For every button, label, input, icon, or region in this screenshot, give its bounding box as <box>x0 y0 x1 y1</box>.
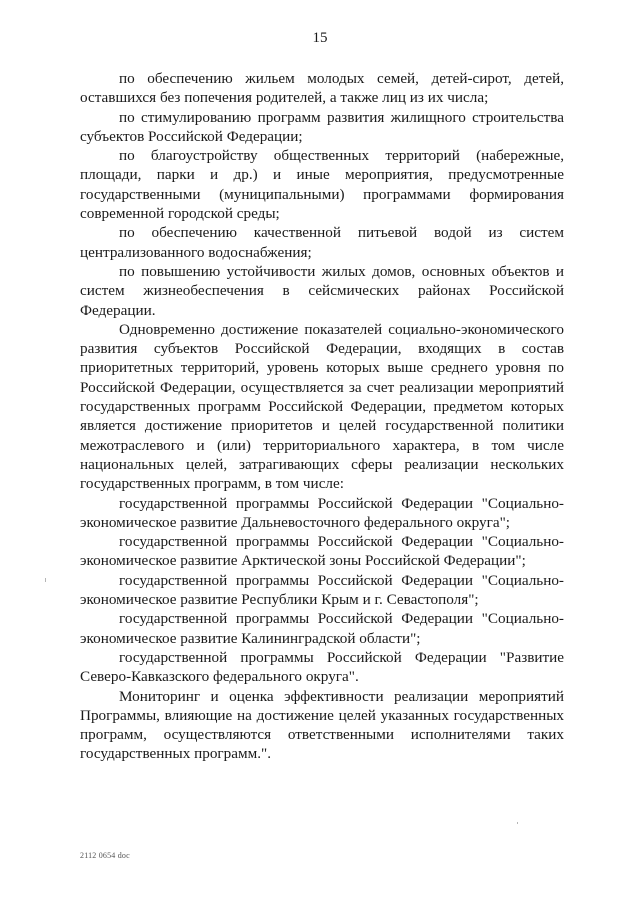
program-kaliningrad: государственной программы Российской Федерации "Социально-экономическое развитие Калининградской области"; <box>80 610 564 647</box>
paragraph-housing-construction: по стимулированию программ развития жилищного строительства субъектов Российской Федерации; <box>80 108 564 145</box>
paragraph-seismic-stability: по повышению устойчивости жилых домов, основных объектов и систем жизнеобеспечения в сейсмических районах Российской Федерации. <box>80 262 564 319</box>
program-arctic-zone: государственной программы Российской Федерации "Социально-экономическое развитие Арктической зоны Российской Федерации"; <box>80 533 564 570</box>
paragraph-public-spaces: по благоустройству общественных территорий (набережные, площади, парки и др.) и иные мероприятия, предусмотренные государственными (муниципальными) программами формирования современной городской среды; <box>80 147 564 223</box>
document-body <box>80 69 564 764</box>
paragraph-monitoring: Мониторинг и оценка эффективности реализации мероприятий Программы, влияющие на достижение целей указанных государственных программ, осуществляются ответственными исполнителями таких государственных программ.". <box>80 687 564 763</box>
paragraph-housing-young-families: по обеспечению жильем молодых семей, детей-сирот, детей, оставшихся без попечения родителей, а также лиц из их числа; <box>80 70 564 107</box>
scan-artifact-left <box>45 578 46 582</box>
page-number: 15 <box>312 30 328 46</box>
program-north-caucasus: государственной программы Российской Федерации "Развитие Северо-Кавказского федерального округа". <box>80 648 564 686</box>
scan-artifact-right <box>517 822 518 824</box>
program-crimea-sevastopol: государственной программы Российской Федерации "Социально-экономическое развитие Республики Крым и г. Севастополя"; <box>80 571 564 609</box>
document-file-code: 2112 0654 doc <box>80 851 130 860</box>
program-far-east: государственной программы Российской Федерации "Социально-экономическое развитие Дальневосточного федерального округа"; <box>80 494 564 531</box>
paragraph-drinking-water: по обеспечению качественной питьевой водой из систем централизованного водоснабжения; <box>80 224 564 261</box>
paragraph-priority-territories: Одновременно достижение показателей социально-экономического развития субъектов Российской Федерации, входящих в состав приоритетных территорий, уровень которых выше среднего уровня по Российской Федерации, осуществляется за счет реализации мероприятий государственных программ Российской Федерации, предметом которых является достижение приоритетов и целей государственной политики межотраслевого и (или) территориального характера, в том числе национальных целей, затрагивающих сферы реализации нескольких государственных программ, в том числе: <box>80 320 564 493</box>
